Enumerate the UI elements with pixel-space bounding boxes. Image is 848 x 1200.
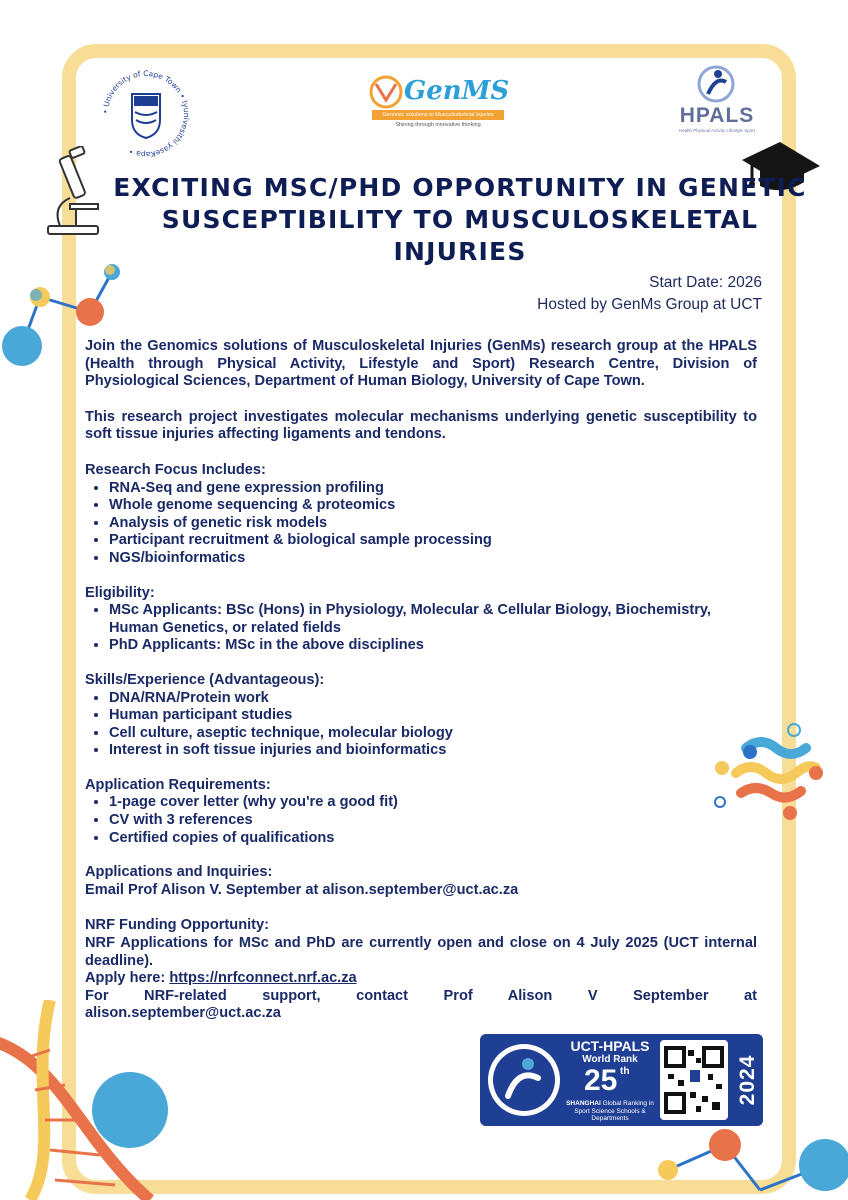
research-focus-heading: Research Focus Includes: xyxy=(85,461,266,478)
skills-list xyxy=(85,690,757,760)
badge-rank-label: World Rank xyxy=(582,1054,638,1065)
eligibility-list xyxy=(85,602,757,655)
hpals-name: HPALS xyxy=(679,104,755,127)
genms-bar: Genomic solutions to Musculoskeletal Injuries xyxy=(372,110,504,120)
intro-paragraph-1: Join the Genomics solutions of Musculoskeletal Injuries (GenMs) research group at the HPALS (Health through Physical Activity, Lifestyle and Sport) Research Centre, Division of Physiological Sciences, Department of Human Biology, University of Cape Town. xyxy=(85,338,757,390)
badge-ranking-desc xyxy=(564,1100,656,1123)
requirements-heading: Application Requirements: xyxy=(85,776,271,793)
badge-rank: 25 xyxy=(584,1064,618,1097)
hpals-badge-emblem-icon xyxy=(484,1040,564,1120)
inquiries-text: Email Prof Alison V. September at alison.september@uct.ac.za xyxy=(85,881,519,898)
list-item: • Participant recruitment & biological sample processing xyxy=(109,532,757,550)
list-item: • Human participant studies xyxy=(109,707,757,725)
badge-year: 2024 xyxy=(736,1054,759,1106)
inquiries-heading: Applications and Inquiries: xyxy=(85,864,273,881)
badge-desc-text: Global Ranking in Sport Science Schools & Departments xyxy=(574,1100,654,1122)
hpals-sub: Health Physical Activity Lifestyle Sport xyxy=(678,128,756,133)
badge-org: UCT-HPALS xyxy=(570,1038,650,1054)
nrf-apply-label: Apply here: xyxy=(85,970,166,987)
list-item: • RNA-Seq and gene expression profiling xyxy=(109,480,757,498)
skills-heading: Skills/Experience (Advantageous): xyxy=(85,671,325,688)
list-item: • Analysis of genetic risk models xyxy=(109,515,757,533)
nrf-support-line-1: For NRF-related support, contact Prof Alison V September at xyxy=(85,987,757,1004)
badge-rank-suffix: th xyxy=(620,1066,630,1077)
qr-code[interactable] xyxy=(660,1040,728,1120)
world-rank-badge xyxy=(480,1034,763,1126)
list-item: • Certified copies of qualifications xyxy=(109,830,757,848)
list-item: • PhD Applicants: MSc in the above disciplines xyxy=(109,637,757,655)
list-item: • 1-page cover letter (why you're a good fit) xyxy=(109,794,757,812)
uct-ring-text: • University of Cape Town • Iyunivesithi yaseKapa • xyxy=(100,68,192,160)
badge-year-strip xyxy=(732,1034,763,1126)
list-item: • CV with 3 references xyxy=(109,812,757,830)
requirements-list xyxy=(85,794,757,847)
list-item: • Whole genome sequencing & proteomics xyxy=(109,497,757,515)
nrf-text: NRF Applications for MSc and PhD are currently open and close on 4 July 2025 (UCT internal deadline). xyxy=(85,935,757,969)
hpals-mark-icon xyxy=(696,64,736,104)
genms-name: GenMS xyxy=(404,76,510,106)
genms-tagline: Shining through innovative thinking xyxy=(395,122,481,128)
hosted-by: Hosted by GenMs Group at UCT xyxy=(537,296,762,313)
list-item: • Cell culture, aseptic technique, molecular biology xyxy=(109,725,757,743)
poster-meta xyxy=(537,272,762,316)
genms-mark-icon xyxy=(368,74,408,110)
hpals-logo xyxy=(672,64,762,140)
research-focus-list xyxy=(85,480,757,568)
list-item: • MSc Applicants: BSc (Hons) in Physiology, Molecular & Cellular Biology, Biochemistry, Human Genetics, or related fields xyxy=(109,602,757,637)
nrf-apply-link[interactable]: https://nrfconnect.nrf.ac.za xyxy=(169,970,357,987)
start-date: Start Date: 2026 xyxy=(649,274,762,291)
list-item: • DNA/RNA/Protein work xyxy=(109,690,757,708)
nrf-heading: NRF Funding Opportunity: xyxy=(85,917,269,934)
intro-paragraph-2: This research project investigates molecular mechanisms underlying genetic susceptibility to soft tissue injuries affecting ligaments and tendons. xyxy=(85,408,757,443)
microscope-icon xyxy=(40,146,104,238)
list-item: • NGS/bioinformatics xyxy=(109,550,757,568)
qr-code-icon xyxy=(660,1040,728,1120)
nrf-apply-line xyxy=(85,970,757,988)
main-content xyxy=(85,338,757,1023)
eligibility-heading: Eligibility: xyxy=(85,584,155,601)
badge-shanghai: SHANGHAI xyxy=(566,1100,601,1107)
dna-helix-decoration xyxy=(0,1000,180,1200)
uct-logo xyxy=(98,66,194,162)
list-item: • Interest in soft tissue injuries and bioinformatics xyxy=(109,742,757,760)
poster-title: EXCITING MSC/PHD OPPORTUNITY IN GENETIC SUSCEPTIBILITY TO MUSCULOSKELETAL INJURIES xyxy=(113,173,807,266)
genms-logo xyxy=(368,74,508,136)
nrf-support-line-2: alison.september@uct.ac.za xyxy=(85,1005,281,1022)
